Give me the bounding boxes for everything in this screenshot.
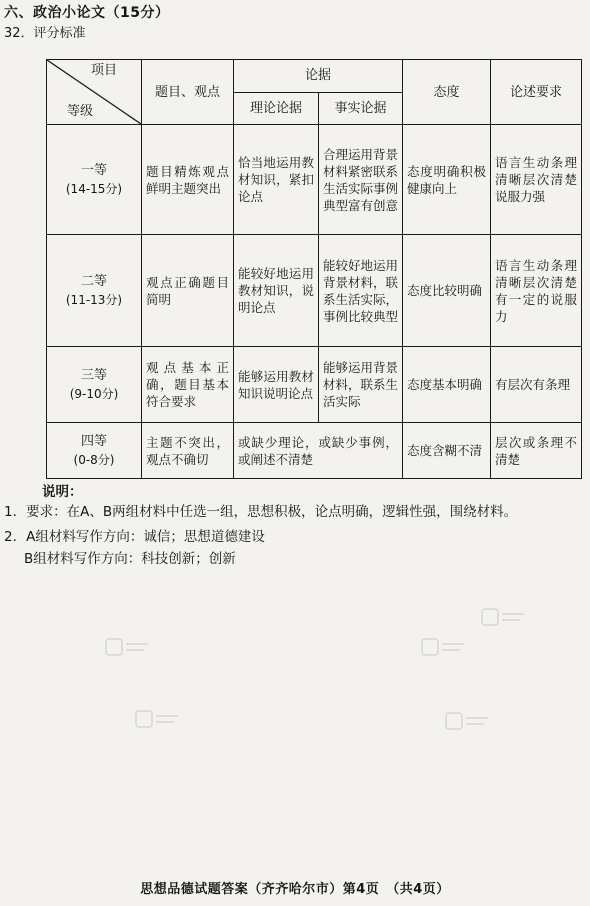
grade-range: (14-15分) [65, 181, 123, 196]
topic-cell: 主题不突出，观点不确切 [142, 423, 234, 479]
question-title: 32．评分标准 [4, 26, 86, 41]
note-item-2: 2．A组材料写作方向：诚信；思想道德建设 [4, 529, 265, 545]
watermark-icon [104, 636, 150, 658]
page-footer: 思想品德试题答案（齐齐哈尔市）第4页 （共4页） [140, 882, 450, 897]
requirement-cell: 语言生动条理清晰层次清楚有一定的说服力 [491, 235, 582, 347]
scoring-table [46, 59, 582, 479]
fact-cell: 能够运用背景材料，联系生活实际 [319, 347, 403, 423]
grade-cell [47, 423, 142, 479]
grade-range: (0-8分) [73, 452, 115, 467]
header-requirement: 论述要求 [491, 60, 582, 125]
header-argument: 论据 [234, 60, 403, 93]
requirement-cell: 语言生动条理清晰层次清楚说服力强 [491, 125, 582, 235]
theory-cell: 能够运用教材知识说明论点 [234, 347, 319, 423]
grade-cell [47, 235, 142, 347]
fact-cell: 合理运用背景材料紧密联系生活实际事例典型富有创意 [319, 125, 403, 235]
grade-range: (11-13分) [65, 292, 123, 307]
header-topic: 题目、观点 [142, 60, 234, 125]
topic-cell: 观点正确题目简明 [142, 235, 234, 347]
attitude-cell: 态度比较明确 [403, 235, 491, 347]
header-fact: 事实论据 [319, 92, 403, 125]
watermark-icon [420, 636, 466, 658]
grade-cell [47, 347, 142, 423]
table-row [47, 235, 582, 347]
grade-cell [47, 125, 142, 235]
notes-heading: 说明： [42, 484, 83, 500]
attitude-cell: 态度基本明确 [403, 347, 491, 423]
grade-label: 三等 [80, 367, 107, 383]
header-attitude: 态度 [403, 60, 491, 125]
fact-cell: 能较好地运用背景材料，联系生活实际，事例比较典型 [319, 235, 403, 347]
grade-label: 一等 [80, 162, 107, 178]
requirement-cell: 有层次有条理 [491, 347, 582, 423]
watermark-icon [134, 708, 180, 730]
grade-range: (9-10分) [69, 386, 119, 401]
attitude-cell: 态度含糊不清 [403, 423, 491, 479]
corner-label-grade: 等级 [67, 104, 94, 119]
watermark-icon [444, 710, 490, 732]
table-row [47, 125, 582, 235]
corner-header-cell [47, 60, 142, 125]
argument-merged-cell: 或缺少理论，或缺少事例，或阐述不清楚 [234, 423, 403, 479]
header-theory: 理论论据 [234, 92, 319, 125]
attitude-cell: 态度明确积极健康向上 [403, 125, 491, 235]
table-row [47, 347, 582, 423]
corner-label-item: 项目 [90, 63, 117, 78]
grade-label: 二等 [80, 273, 107, 289]
watermark-icon [480, 606, 526, 628]
grade-label: 四等 [80, 433, 107, 449]
table-row [47, 423, 582, 479]
topic-cell: 观点基本正确，题目基本符合要求 [142, 347, 234, 423]
note-item-1: 1．要求：在A、B两组材料中任选一组，思想积极，论点明确，逻辑性强，围绕材料。 [4, 504, 518, 520]
theory-cell: 恰当地运用教材知识，紧扣论点 [234, 125, 319, 235]
topic-cell: 题目精炼观点鲜明主题突出 [142, 125, 234, 235]
requirement-cell: 层次或条理不清楚 [491, 423, 582, 479]
section-title: 六、政治小论文（15分） [4, 5, 170, 21]
theory-cell: 能较好地运用教材知识，说明论点 [234, 235, 319, 347]
note-item-2b: B组材料写作方向：科技创新；创新 [24, 551, 236, 567]
